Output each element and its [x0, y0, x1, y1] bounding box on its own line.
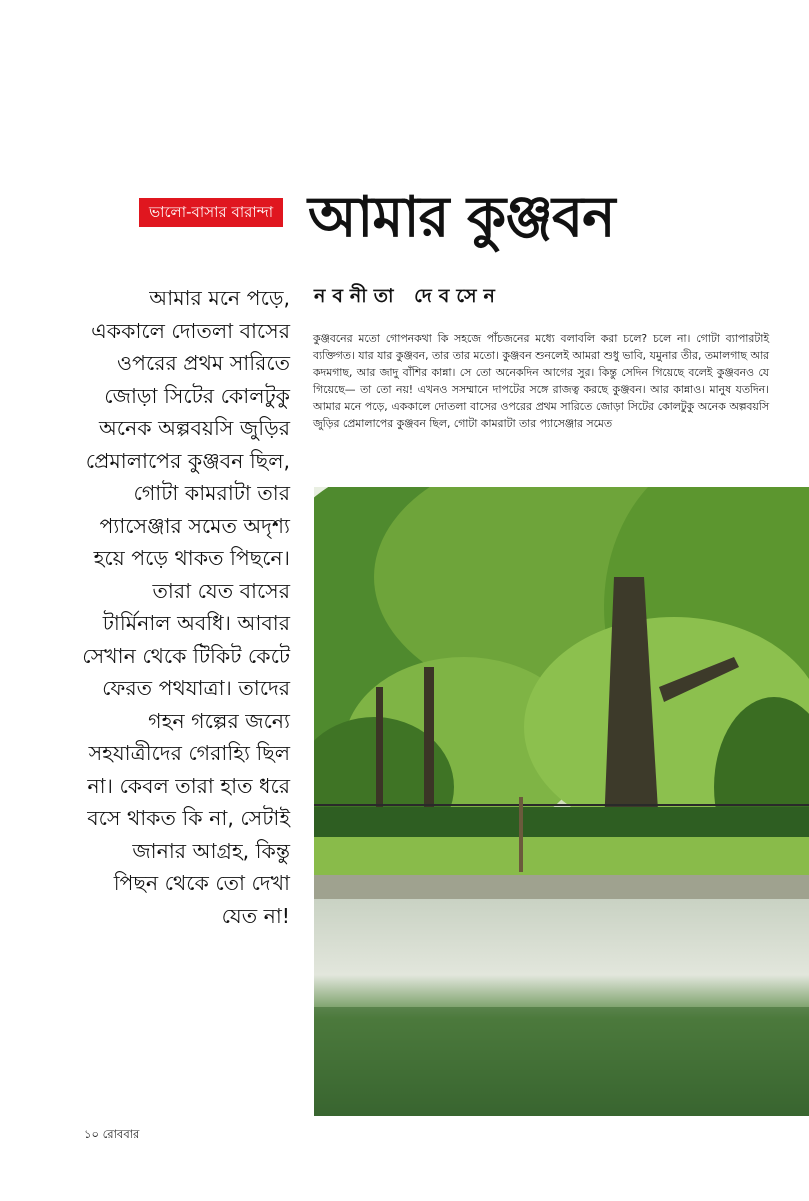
article-title: আমার কুঞ্জবন — [308, 185, 615, 250]
section-tag: ভালো-বাসার বারান্দা — [139, 198, 283, 227]
park-photo — [314, 487, 809, 1116]
page-footer: ১০ রোববার — [84, 1127, 140, 1141]
pull-quote: আমার মনে পড়ে, এককালে দোতলা বাসের ওপরের প্রথম সারিতে জোড়া সিটের কোলটুকু অনেক অল্পবয়সি জুড়ির প্রেমালাপের কুঞ্জবন ছিল, গোটা কামরাটা তার প্যাসেঞ্জার সমেত অদৃশ্য হয়ে পড়ে থাকত পিছনে। তারা যেত বাসের টার্মিনাল অবধি। আবার সেখান থেকে টিকিট কেটে ফেরত পথযাত্রা। তাদের গহন গল্পের জন্যে সহযাত্রীদের গেরাহ্যি ছিল না। কেবল তারা হাত ধরে বসে থাকত কি না, সেটাই জানার আগ্রহ, কিন্তু পিছন থেকে তো দেখা যেত না! — [82, 286, 290, 928]
article-body: কুঞ্জবনের মতো গোপনকথা কি সহজে পাঁচজনের মধ্যে বলাবলি করা চলে? চলে না। গোটা ব্যাপারটাই ব্যক্তিগত। যার যার কুঞ্জবন, তার তার মতো। কুঞ্জবন শুনলেই আমরা শুধু ভাবি, যমুনার তীর, তমালগাছ আর কদমগাছ, আর জাদু বাঁশির কান্না। সে তো অনেকদিন আগের সুর। কিন্তু সেদিন গিয়েছে বলেই কুঞ্জবনও যে গিয়েছে— তা তো নয়! এখনও সসম্মানে দাপটের সঙ্গে রাজত্ব করছে কুঞ্জবন। আর কান্নাও। মানুষ যতদিন। আমার মনে পড়ে, এককালে দোতলা বাসের ওপরের প্রথম সারিতে জোড়া সিটের কোলটুকু অনেক অল্পবয়সি জুড়ির প্রেমালাপের কুঞ্জবন ছিল, গোটা কামরাটা তার প্যাসেঞ্জার সমেত — [313, 332, 769, 430]
author-name: নবনীতা দেবসেন — [314, 285, 502, 307]
